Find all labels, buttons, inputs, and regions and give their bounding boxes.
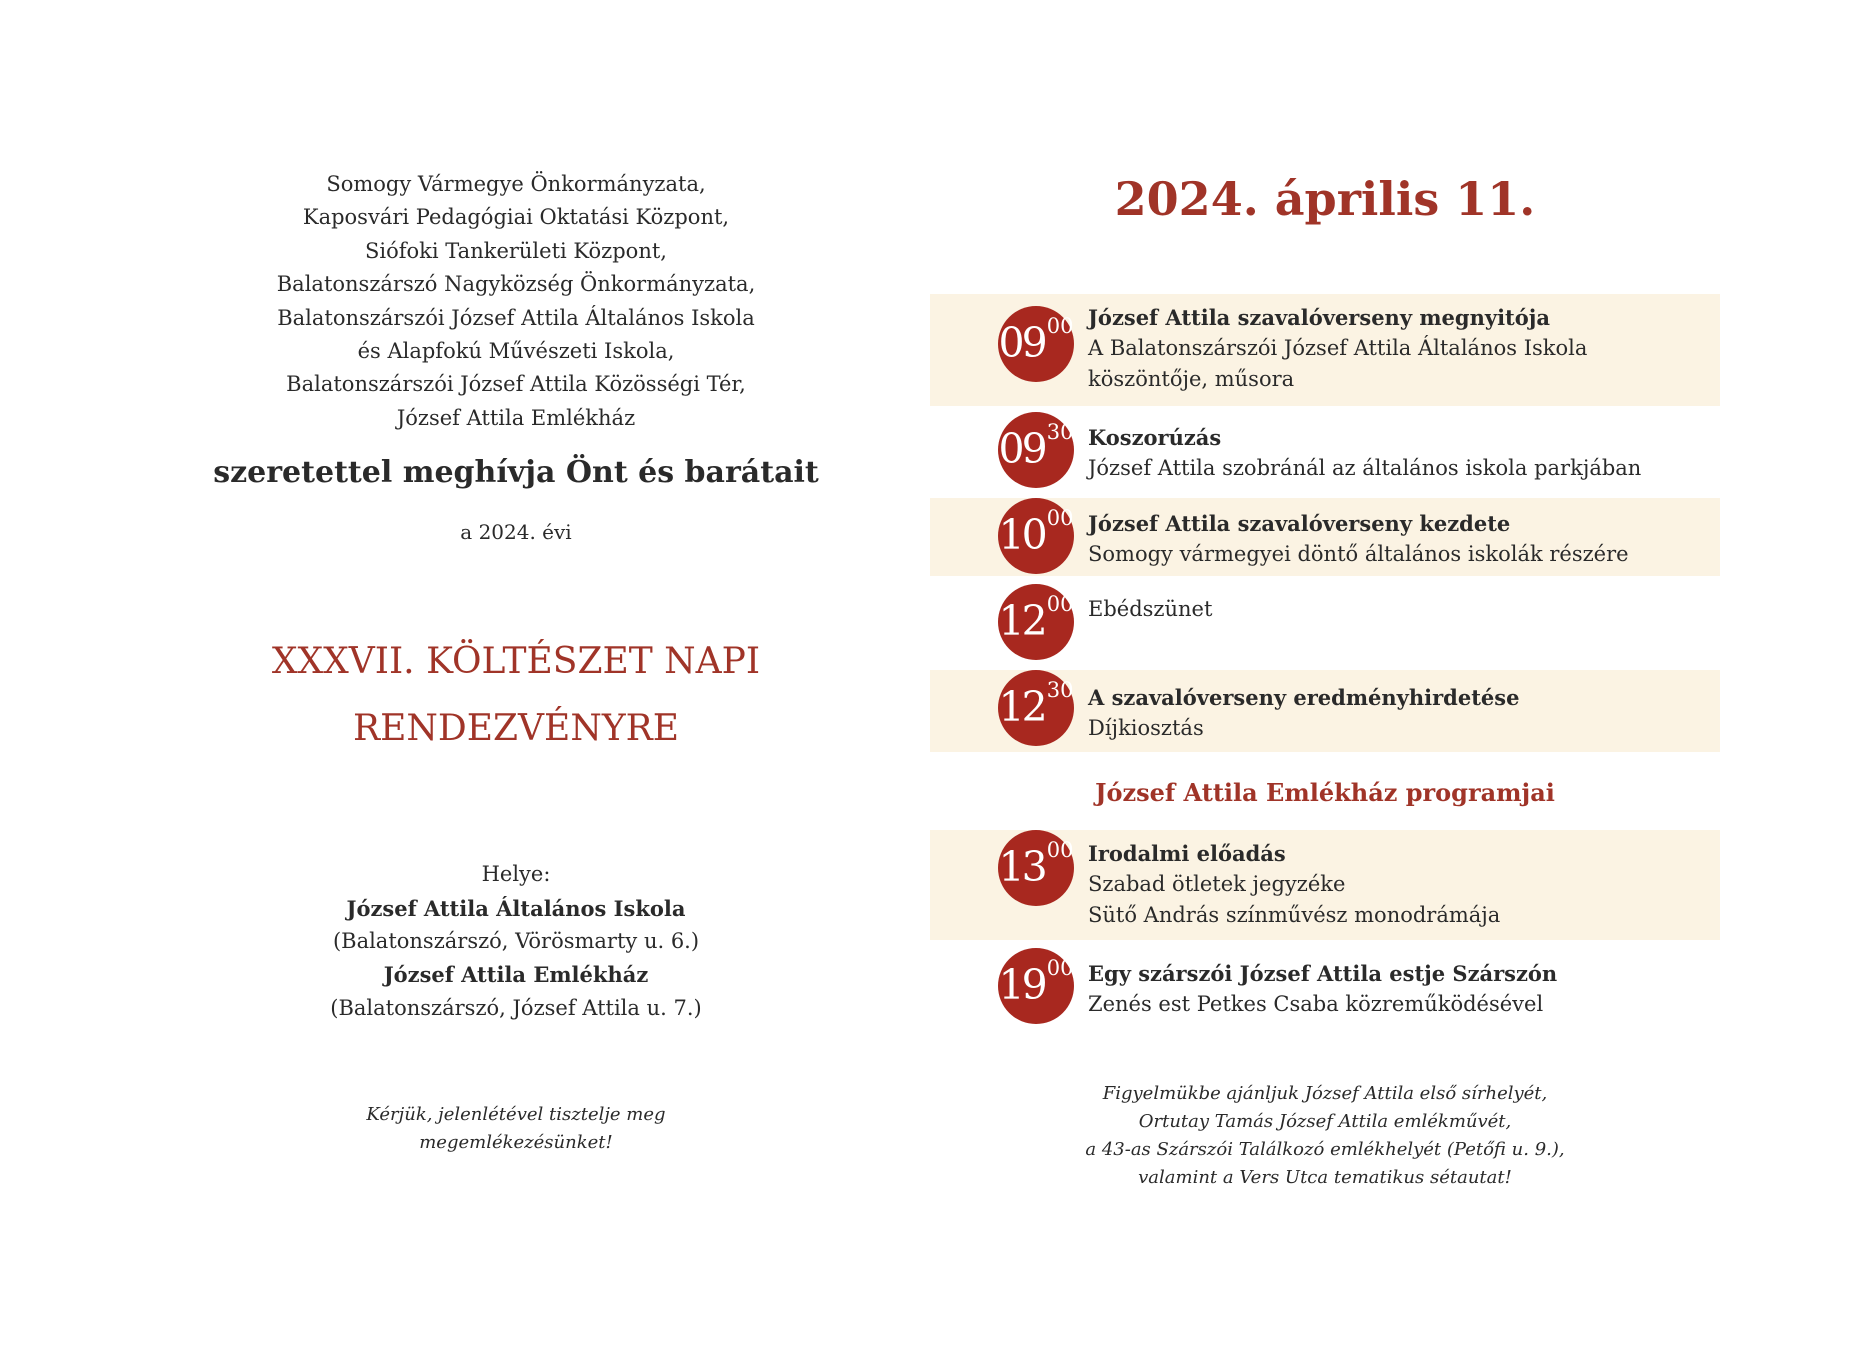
organizer-line: Somogy Vármegye Önkormányzata, xyxy=(326,172,706,196)
organizer-list xyxy=(196,168,836,435)
schedule-item xyxy=(930,498,1720,576)
venue-2-name: József Attila Emlékház xyxy=(383,962,649,988)
recommendation-line: Ortutay Tamás József Attila emlékművét, xyxy=(1138,1111,1512,1132)
closing-note-line: megemlékezésünket! xyxy=(419,1132,613,1154)
venue-1-address: (Balatonszárszó, Vörösmarty u. 6.) xyxy=(332,929,700,954)
schedule-line: köszöntője, műsora xyxy=(1088,367,1295,391)
schedule-title: A szavalóverseny eredményhirdetése xyxy=(1088,685,1520,710)
time-hour: 12 xyxy=(998,597,1045,645)
schedule-text xyxy=(1088,682,1519,744)
organizer-line: Balatonszárszói József Attila Általános Iskola xyxy=(277,305,755,330)
time-badge xyxy=(998,948,1074,1024)
recommendation-line: a 43-as Szárszói Találkozó emlékhelyét (Petőfi u. 9.), xyxy=(1085,1139,1565,1160)
schedule-line: József Attila szobránál az általános iskola parkjában xyxy=(1088,456,1642,480)
organizer-line: József Attila Emlékház xyxy=(396,405,636,430)
closing-note-line: Kérjük, jelenlétével tisztelje meg xyxy=(366,1104,666,1126)
schedule-title: Irodalmi előadás xyxy=(1088,841,1286,866)
time-minute: 30 xyxy=(1046,678,1074,702)
schedule-item xyxy=(930,670,1720,752)
event-title-line-1: XXXVII. KÖLTÉSZET NAPI xyxy=(271,641,761,683)
invite-heading: szeretettel meghívja Önt és barátait xyxy=(213,455,819,491)
venue-block xyxy=(196,858,836,1025)
time-hour: 13 xyxy=(998,843,1045,891)
schedule-item xyxy=(930,584,1720,662)
recommendation-note xyxy=(930,1080,1720,1192)
time-minute: 00 xyxy=(1046,506,1074,530)
schedule-line: Zenés est Petkes Csaba közreműködésével xyxy=(1088,992,1544,1016)
recommendation-line: Figyelmükbe ajánljuk József Attila első sírhelyét, xyxy=(1102,1083,1548,1104)
schedule-item xyxy=(930,412,1720,492)
schedule-title: József Attila szavalóverseny megnyitója xyxy=(1088,305,1550,330)
time-badge xyxy=(998,412,1074,488)
schedule-text xyxy=(1088,422,1641,484)
time-hour: 09 xyxy=(998,319,1045,367)
event-title-line-2: RENDEZVÉNYRE xyxy=(353,708,679,750)
year-line: a 2024. évi xyxy=(460,520,572,545)
time-minute: 00 xyxy=(1046,314,1074,338)
invitation-left-page xyxy=(196,168,836,1157)
time-minute: 00 xyxy=(1046,956,1074,980)
time-hour: 19 xyxy=(998,961,1045,1009)
organizer-line: és Alapfokú Művészeti Iskola, xyxy=(357,339,675,364)
organizer-line: Balatonszárszó Nagyközség Önkormányzata, xyxy=(276,272,756,297)
schedule-item xyxy=(930,294,1720,406)
schedule-line: Szabad ötletek jegyzéke xyxy=(1088,872,1346,896)
time-hour: 09 xyxy=(998,425,1045,473)
schedule-title: József Attila szavalóverseny kezdete xyxy=(1088,511,1511,536)
venue-label: Helye: xyxy=(481,862,551,887)
event-title xyxy=(196,628,836,762)
schedule-title: Egy szárszói József Attila estje Szárszón xyxy=(1088,961,1558,986)
schedule-item xyxy=(930,948,1720,1028)
time-minute: 00 xyxy=(1046,838,1074,862)
closing-note xyxy=(196,1101,836,1157)
venue-1-name: József Attila Általános Iskola xyxy=(346,895,686,921)
schedule-text xyxy=(1088,958,1557,1020)
schedule-line: Sütő András színművész monodrámája xyxy=(1088,903,1501,927)
time-badge xyxy=(998,584,1074,660)
schedule-line: A Balatonszárszói József Attila Általános Iskola xyxy=(1088,336,1588,360)
schedule-line: Ebédszünet xyxy=(1088,597,1213,621)
schedule-text xyxy=(1088,302,1587,395)
schedule-item xyxy=(930,830,1720,940)
time-badge xyxy=(998,670,1074,746)
time-minute: 00 xyxy=(1046,592,1074,616)
schedule-line: Díjkiosztás xyxy=(1088,716,1204,740)
venue-2-address: (Balatonszárszó, József Attila u. 7.) xyxy=(330,995,702,1020)
time-minute: 30 xyxy=(1046,420,1074,444)
schedule-text xyxy=(1088,594,1212,625)
time-badge xyxy=(998,498,1074,574)
schedule-text xyxy=(1088,508,1629,570)
schedule-text xyxy=(1088,838,1500,931)
time-hour: 12 xyxy=(998,683,1045,731)
schedule-line: Somogy vármegyei döntő általános iskolák részére xyxy=(1088,542,1629,566)
event-date: 2024. április 11. xyxy=(1114,172,1536,226)
time-badge xyxy=(998,306,1074,382)
recommendation-line: valamint a Vers Utca tematikus sétautat! xyxy=(1138,1167,1512,1188)
section-heading: József Attila Emlékház programjai xyxy=(1095,778,1555,807)
organizer-line: Balatonszárszói József Attila Közösségi Tér, xyxy=(286,372,746,397)
organizer-line: Kaposvári Pedagógiai Oktatási Központ, xyxy=(302,205,730,230)
time-hour: 10 xyxy=(998,511,1045,559)
schedule-title: Koszorúzás xyxy=(1088,425,1222,450)
organizer-line: Siófoki Tankerületi Központ, xyxy=(365,238,667,263)
time-badge xyxy=(998,830,1074,906)
